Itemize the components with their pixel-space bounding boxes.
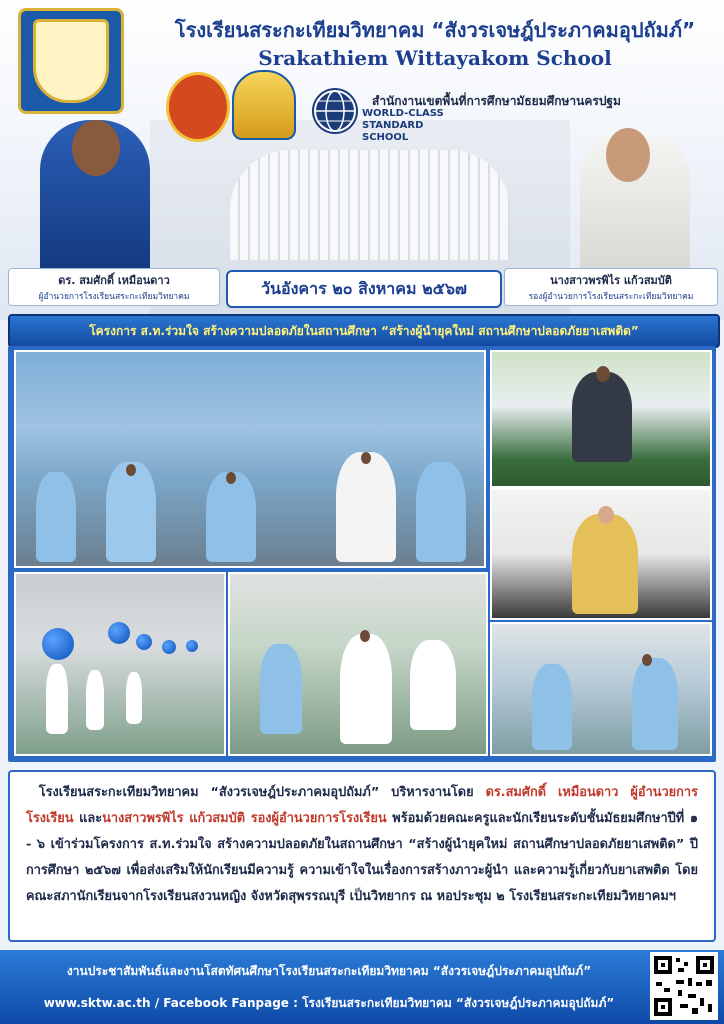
photo-balloon-activity bbox=[14, 572, 226, 756]
director-nameplate bbox=[8, 268, 220, 306]
director-highlight: ดร.สมศักดิ์ เหมือนดาว ผู้อำนวยการโรงเรียน bbox=[26, 785, 698, 826]
world-class-label: WORLD-CLASS STANDARD SCHOOL bbox=[362, 108, 444, 143]
school-logo bbox=[18, 8, 124, 114]
obec-logo bbox=[166, 72, 230, 142]
footer-department: งานประชาสัมพันธ์และงานโสตทัศนศึกษาโรงเรียนสระกะเทียมวิทยาคม “สังวรเจษฎ์ประภาคมอุปถัมภ์” bbox=[66, 964, 592, 978]
description-text: โรงเรียนสระกะเทียมวิทยาคม “สังวรเจษฎ์ประภาคมอุปถัมภ์” บริหารงานโดย ดร.สมศักดิ์ เหมือนดาว ผู้อำนวยการโรงเรียน และนางสาวพรพิไร แก้วสมบัติ รองผู้อำนวยการโรงเรียน พร้อมด้วยคณะครูและนักเรียนระดับชั้นมัธยมศึกษาปีที่ ๑ - ๖ เข้าร่วมโครงการ ส.ท.ร่วมใจ สร้างความปลอดภัยในสถานศึกษา “สร้างผู้นำยุคใหม่ สถานศึกษาปลอดภัยยาเสพติด” ปีการศึกษา ๒๕๖๗ เพื่อส่งเสริมให้นักเรียนมีความรู้ ความเข้าใจในเรื่องการสร้างภาวะผู้นำ และความรู้เกี่ยวกับยาเสพติด โดยคณะสภานักเรียนจากโรงเรียนสงวนหญิง จังหวัดสุพรรณบุรี เป็นวิทยากร ณ หอประชุม ๒ โรงเรียนสระกะเทียมวิทยาคมฯ bbox=[26, 785, 699, 904]
photo-students-game bbox=[490, 622, 712, 756]
world-class-globe-icon bbox=[312, 88, 358, 134]
description-box bbox=[8, 770, 716, 942]
director-name: ดร. สมศักดิ์ เหมือนดาว bbox=[58, 274, 170, 287]
deputy-face bbox=[606, 128, 650, 182]
education-office: สำนักงานเขตพื้นที่การศึกษามัธยมศึกษานครปฐม bbox=[372, 94, 621, 108]
qr-code-icon[interactable] bbox=[650, 952, 718, 1020]
school-name-thai: โรงเรียนสระกะเทียมวิทยาคม “สังวรเจษฎ์ประภาคมอุปถัมภ์” bbox=[174, 18, 696, 42]
director-face bbox=[72, 120, 120, 176]
deputy-name: นางสาวพรพิไร แก้วสมบัติ bbox=[550, 274, 672, 287]
footer-website-link[interactable]: www.sktw.ac.th / Facebook Fanpage : โรงเรียนสระกะเทียมวิทยาคม “สังวรเจษฎ์ประภาคมอุปถัมภ์” bbox=[43, 996, 615, 1010]
deputy-highlight: นางสาวพรพิไร แก้วสมบัติ รองผู้อำนวยการโรงเรียน bbox=[102, 811, 387, 826]
deputy-nameplate bbox=[504, 268, 718, 306]
deputy-role: รองผู้อำนวยการโรงเรียนสระกะเทียมวิทยาคม bbox=[528, 292, 694, 302]
district-logo bbox=[232, 70, 296, 140]
photo-group-work bbox=[228, 572, 488, 756]
photo-collage bbox=[8, 346, 716, 762]
dome-roof bbox=[230, 150, 510, 260]
school-name-english: Srakathiem Wittayakom School bbox=[258, 46, 612, 70]
photo-female-guest bbox=[490, 488, 712, 620]
photo-assembly-hall bbox=[14, 350, 486, 568]
event-date: วันอังคาร ๒๐ สิงหาคม ๒๕๖๗ bbox=[226, 270, 502, 308]
project-banner: โครงการ ส.ท.ร่วมใจ สร้างความปลอดภัยในสถานศึกษา “สร้างผู้นำยุคใหม่ สถานศึกษาปลอดภัยยาเสพติด” bbox=[8, 314, 720, 348]
photo-speaker bbox=[490, 350, 712, 488]
director-role: ผู้อำนวยการโรงเรียนสระกะเทียมวิทยาคม bbox=[38, 292, 190, 302]
